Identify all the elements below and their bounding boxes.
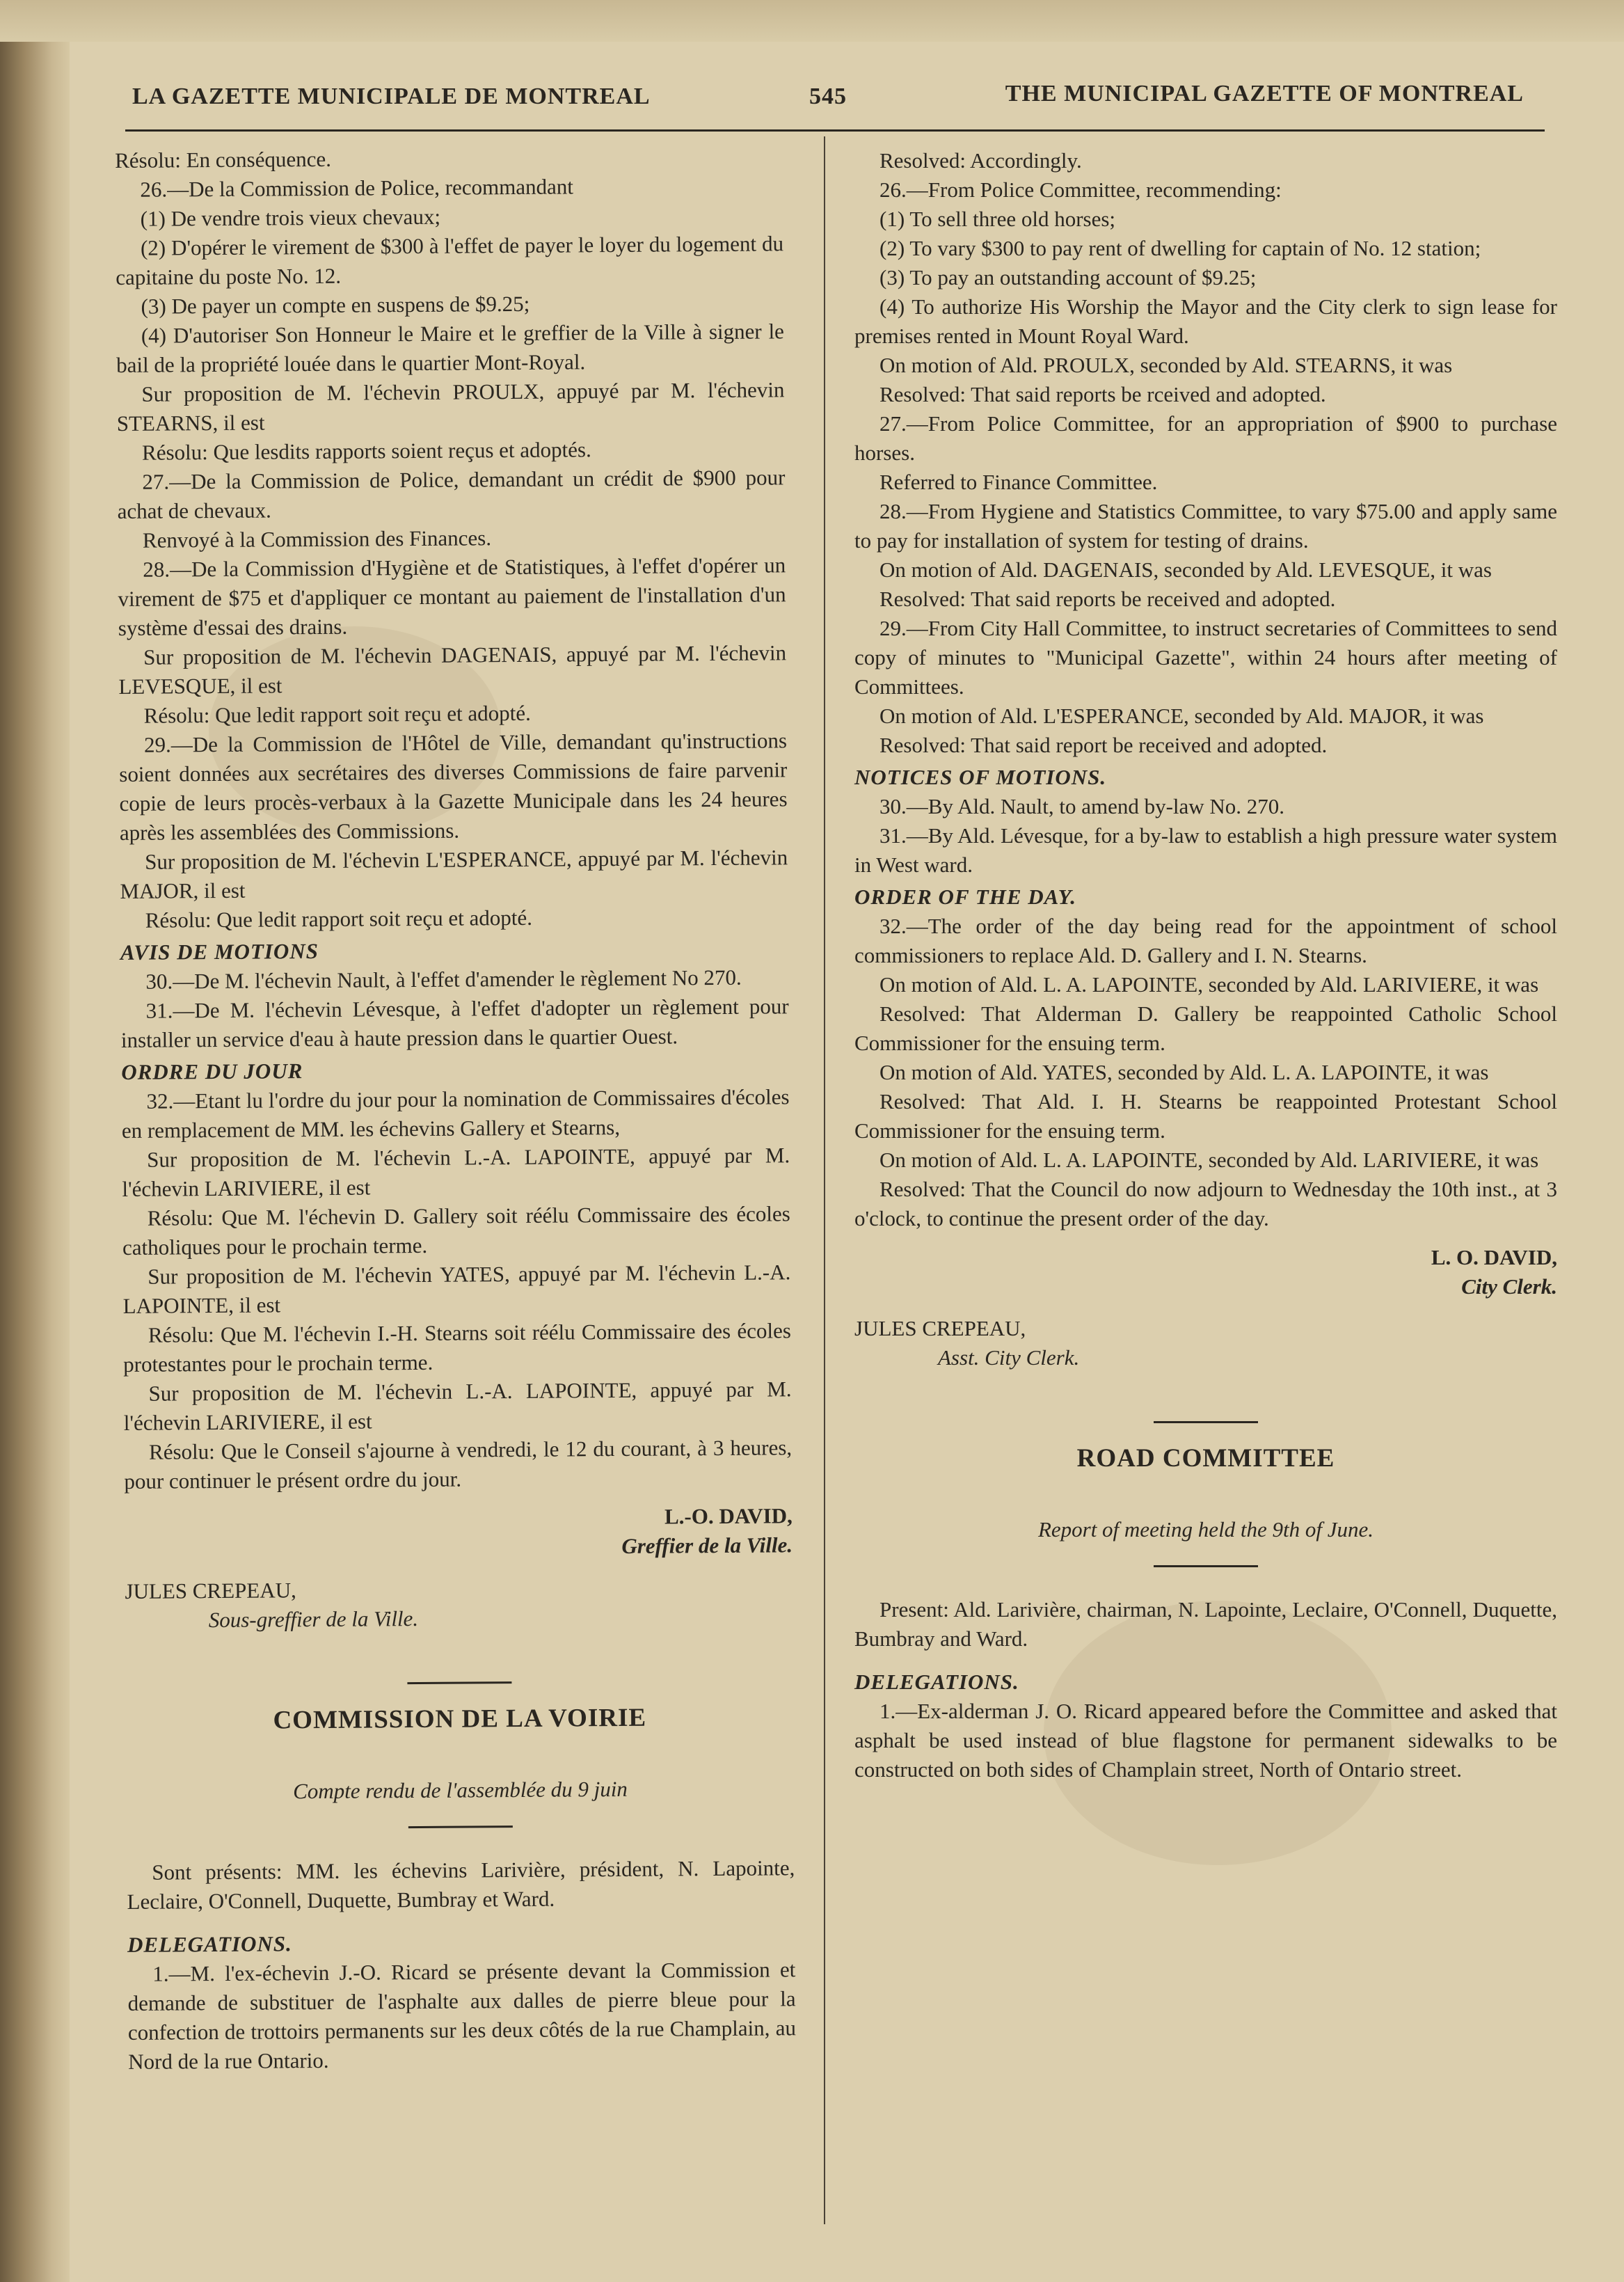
fr-para: (4) D'autoriser Son Honneur le Maire et le greffier de la Ville à signer le bail de la propriété louée dans le quartier Mont-Royal.: [116, 319, 785, 377]
en-order-item: 32.—The order of the day being read for the appointment of school commissioners to replace Ald. D. Gallery and I. N. Stearns.: [854, 914, 1557, 967]
fr-present: Sont présents: MM. les échevins Larivière, président, N. Lapointe, Leclaire, O'Connell, Duquette, Bumbray et Ward.: [127, 1855, 795, 1914]
en-delegation-item: 1.—Ex-alderman J. O. Ricard appeared before the Committee and asked that asphalt be used instead of blue flagstone for permanent sidewalks to be constructed on both sides of Champlain street, North of Ontario street.: [854, 1699, 1557, 1782]
en-order-item: Resolved: That Ald. I. H. Stearns be reappointed Protestant School Commissioner for the ensuing term.: [854, 1089, 1557, 1143]
fr-order-item: Résolu: Que le Conseil s'ajourne à vendredi, le 12 du courant, à 3 heures, pour continuer le présent ordre du jour.: [124, 1435, 793, 1493]
fr-delegations-heading: DELEGATIONS.: [127, 1931, 292, 1957]
en-order-heading: ORDER OF THE DAY.: [854, 885, 1077, 909]
fr-delegation-item: 1.—M. l'ex-échevin J.-O. Ricard se présente devant la Commission et demande de substituer de l'asphalte aux dalles de pierre bleue pour la confection de trottoirs permanents sur les deux côtés de la rue Champlain, au Nord de la rue Ontario.: [127, 1957, 797, 2074]
en-para: Referred to Finance Committee.: [879, 470, 1158, 494]
header-french-title: LA GAZETTE MUNICIPALE DE MONTREAL: [132, 84, 651, 109]
fr-asst-name: JULES CREPEAU,: [125, 1578, 296, 1603]
english-resolutions: [854, 146, 1557, 760]
en-para: Resolved: That said report be received and adopted.: [879, 733, 1328, 757]
fr-para: (1) De vendre trois vieux chevaux;: [140, 204, 441, 231]
fr-meeting-line: Compte rendu de l'assemblée du 9 juin: [293, 1776, 628, 1804]
en-para: (1) To sell three old horses;: [879, 207, 1116, 231]
fr-order-heading: ORDRE DU JOUR: [121, 1059, 303, 1084]
fr-notice: 30.—De M. l'échevin Nault, à l'effet d'amender le règlement No 270.: [145, 965, 742, 994]
french-resolutions: [115, 141, 788, 935]
fr-para: 27.—De la Commission de Police, demandant un crédit de $900 pour achat de chevaux.: [117, 465, 786, 523]
fr-order-item: Sur proposition de M. l'échevin L.-A. LAPOINTE, appuyé par M. l'échevin LARIVIERE, il est: [123, 1377, 792, 1435]
english-column: [854, 146, 1557, 1784]
en-para: 29.—From City Hall Committee, to instruct secretaries of Committees to send copy of minutes to "Municipal Gazette", within 24 hours after meeting of Committees.: [854, 616, 1557, 699]
fr-order-item: Sur proposition de M. l'échevin YATES, appuyé par M. l'échevin L.-A. LAPOINTE, il est: [122, 1260, 791, 1318]
en-para: 26.—From Police Committee, recommending:: [879, 177, 1282, 202]
en-asst-title: Asst. City Clerk.: [938, 1345, 1080, 1370]
page-number: 545: [809, 84, 847, 109]
en-delegations-heading: DELEGATIONS.: [854, 1670, 1019, 1694]
fr-para: 26.—De la Commission de Police, recommandant: [140, 174, 574, 202]
en-para: (4) To authorize His Worship the Mayor and the City clerk to sign lease for premises rented in Mount Royal Ward.: [854, 294, 1557, 348]
en-para: Resolved: Accordingly.: [879, 148, 1082, 173]
en-asst-signature: [854, 1314, 1557, 1372]
en-present: Present: Ald. Larivière, chairman, N. Lapointe, Leclaire, O'Connell, Duquette, Bumbray and Ward.: [854, 1597, 1557, 1651]
fr-order-item: Sur proposition de M. l'échevin L.-A. LAPOINTE, appuyé par M. l'échevin LARIVIERE, il est: [122, 1143, 790, 1201]
fr-para: Sur proposition de M. l'échevin L'ESPERANCE, appuyé par M. l'échevin MAJOR, il est: [120, 845, 788, 903]
fr-clerk-signature: [125, 1501, 793, 1564]
section-rule: [1154, 1565, 1258, 1567]
fr-para: 29.—De la Commission de l'Hôtel de Ville, demandant qu'instructions soient données aux secrétaires des diverses Commissions de faire parvenir copie de leurs procès-verbaux à la Gazette Municipale dans les 24 heures après les assemblées des Commissions.: [119, 728, 788, 845]
header-english-title: THE MUNICIPAL GAZETTE OF MONTREAL: [1005, 81, 1524, 106]
en-committee-title: ROAD COMMITTEE: [1076, 1444, 1335, 1473]
en-notice: 30.—By Ald. Nault, to amend by-law No. 270.: [879, 794, 1285, 818]
fr-notices-heading: AVIS DE MOTIONS: [120, 938, 319, 965]
en-meeting-line: Report of meeting held the 9th of June.: [1037, 1517, 1374, 1542]
en-para: (2) To vary $300 to pay rent of dwelling for captain of No. 12 station;: [879, 236, 1481, 260]
page-binding: [0, 0, 70, 2282]
header-rule: [125, 129, 1545, 132]
en-para: On motion of Ald. DAGENAIS, seconded by Ald. LEVESQUE, it was: [879, 557, 1492, 582]
en-notice: 31.—By Ald. Lévesque, for a by-law to establish a high pressure water system in West ward.: [854, 823, 1557, 877]
en-order-item: Resolved: That the Council do now adjourn to Wednesday the 10th inst., at 3 o'clock, to continue the present order of the day.: [854, 1177, 1557, 1230]
fr-order-item: Résolu: Que M. l'échevin D. Gallery soit réélu Commissaire des écoles catholiques pour le prochain terme.: [122, 1201, 790, 1260]
en-asst-name: JULES CREPEAU,: [854, 1316, 1026, 1340]
fr-para: (3) De payer un compte en suspens de $9.25;: [141, 291, 530, 319]
fr-para: Résolu: En conséquence.: [115, 146, 332, 173]
fr-para: Résolu: Que ledit rapport soit reçu et adopté.: [145, 905, 532, 933]
en-para: Resolved: That said reports be received and adopted.: [879, 587, 1336, 611]
fr-para: (2) D'opérer le virement de $300 à l'effet de payer le loyer du logement du capitaine du poste No. 12.: [116, 231, 784, 290]
column-divider: [824, 136, 825, 2224]
en-clerk-name: L. O. DAVID,: [1431, 1245, 1557, 1269]
en-para: On motion of Ald. PROULX, seconded by Ald. STEARNS, it was: [879, 353, 1453, 377]
en-para: 27.—From Police Committee, for an appropriation of $900 to purchase horses.: [854, 411, 1557, 465]
en-clerk-signature: [854, 1243, 1557, 1301]
en-order-item: On motion of Ald. L. A. LAPOINTE, seconded by Ald. LARIVIERE, it was: [879, 1148, 1539, 1172]
section-rule: [408, 1825, 513, 1828]
en-order-item: On motion of Ald. L. A. LAPOINTE, seconded by Ald. LARIVIERE, it was: [879, 972, 1539, 997]
section-rule: [407, 1681, 511, 1684]
fr-para: Résolu: Que ledit rapport soit reçu et adopté.: [143, 700, 531, 728]
fr-para: 28.—De la Commission d'Hygiène et de Statistiques, à l'effet d'opérer un virement de $75 et d'appliquer ce montant au paiement de l'installation d'un système d'essai des drains.: [118, 553, 786, 640]
fr-para: Sur proposition de M. l'échevin DAGENAIS, appuyé par M. l'échevin LEVESQUE, il est: [118, 640, 787, 699]
fr-para: Résolu: Que lesdits rapports soient reçus et adoptés.: [141, 437, 591, 465]
en-notices-heading: NOTICES OF MOTIONS.: [854, 765, 1107, 789]
fr-asst-title: Sous-greffier de la Ville.: [208, 1606, 419, 1633]
fr-order-item: Résolu: Que M. l'échevin I.-H. Stearns soit réélu Commissaire des écoles protestantes pour le prochain terme.: [123, 1318, 792, 1377]
page-top-edge: [0, 0, 1624, 42]
en-para: Resolved: That said reports be rceived and adopted.: [879, 382, 1326, 406]
fr-clerk-name: L.-O. DAVID,: [664, 1503, 793, 1529]
running-header: [132, 78, 1524, 120]
en-para: On motion of Ald. L'ESPERANCE, seconded by Ald. MAJOR, it was: [879, 704, 1484, 728]
en-order-item: Resolved: That Alderman D. Gallery be reappointed Catholic School Commissioner for the ensuing term.: [854, 1001, 1557, 1055]
fr-committee-title: COMMISSION DE LA VOIRIE: [273, 1703, 647, 1735]
fr-order-item: 32.—Etant lu l'ordre du jour pour la nomination de Commissaires d'écoles en remplacement de MM. les échevins Gallery et Stearns,: [121, 1084, 790, 1143]
en-order-item: On motion of Ald. YATES, seconded by Ald. L. A. LAPOINTE, it was: [879, 1060, 1489, 1084]
en-clerk-title: City Clerk.: [1461, 1274, 1557, 1299]
fr-para: Sur proposition de M. l'échevin PROULX, appuyé par M. l'échevin STEARNS, il est: [116, 377, 785, 436]
french-column: [115, 141, 796, 2077]
fr-notice: 31.—De M. l'échevin Lévesque, à l'effet d'adopter un règlement pour installer un service d'eau à haute pression dans le quartier Ouest.: [120, 994, 789, 1052]
fr-para: Renvoyé à la Commission des Finances.: [142, 525, 492, 553]
en-para: 28.—From Hygiene and Statistics Committee, to vary $75.00 and apply same to pay for installation of system for testing of drains.: [854, 499, 1557, 553]
fr-clerk-title: Greffier de la Ville.: [621, 1532, 793, 1558]
section-rule: [1154, 1421, 1258, 1423]
fr-asst-signature: [125, 1572, 793, 1635]
en-para: (3) To pay an outstanding account of $9.25;: [879, 265, 1257, 290]
